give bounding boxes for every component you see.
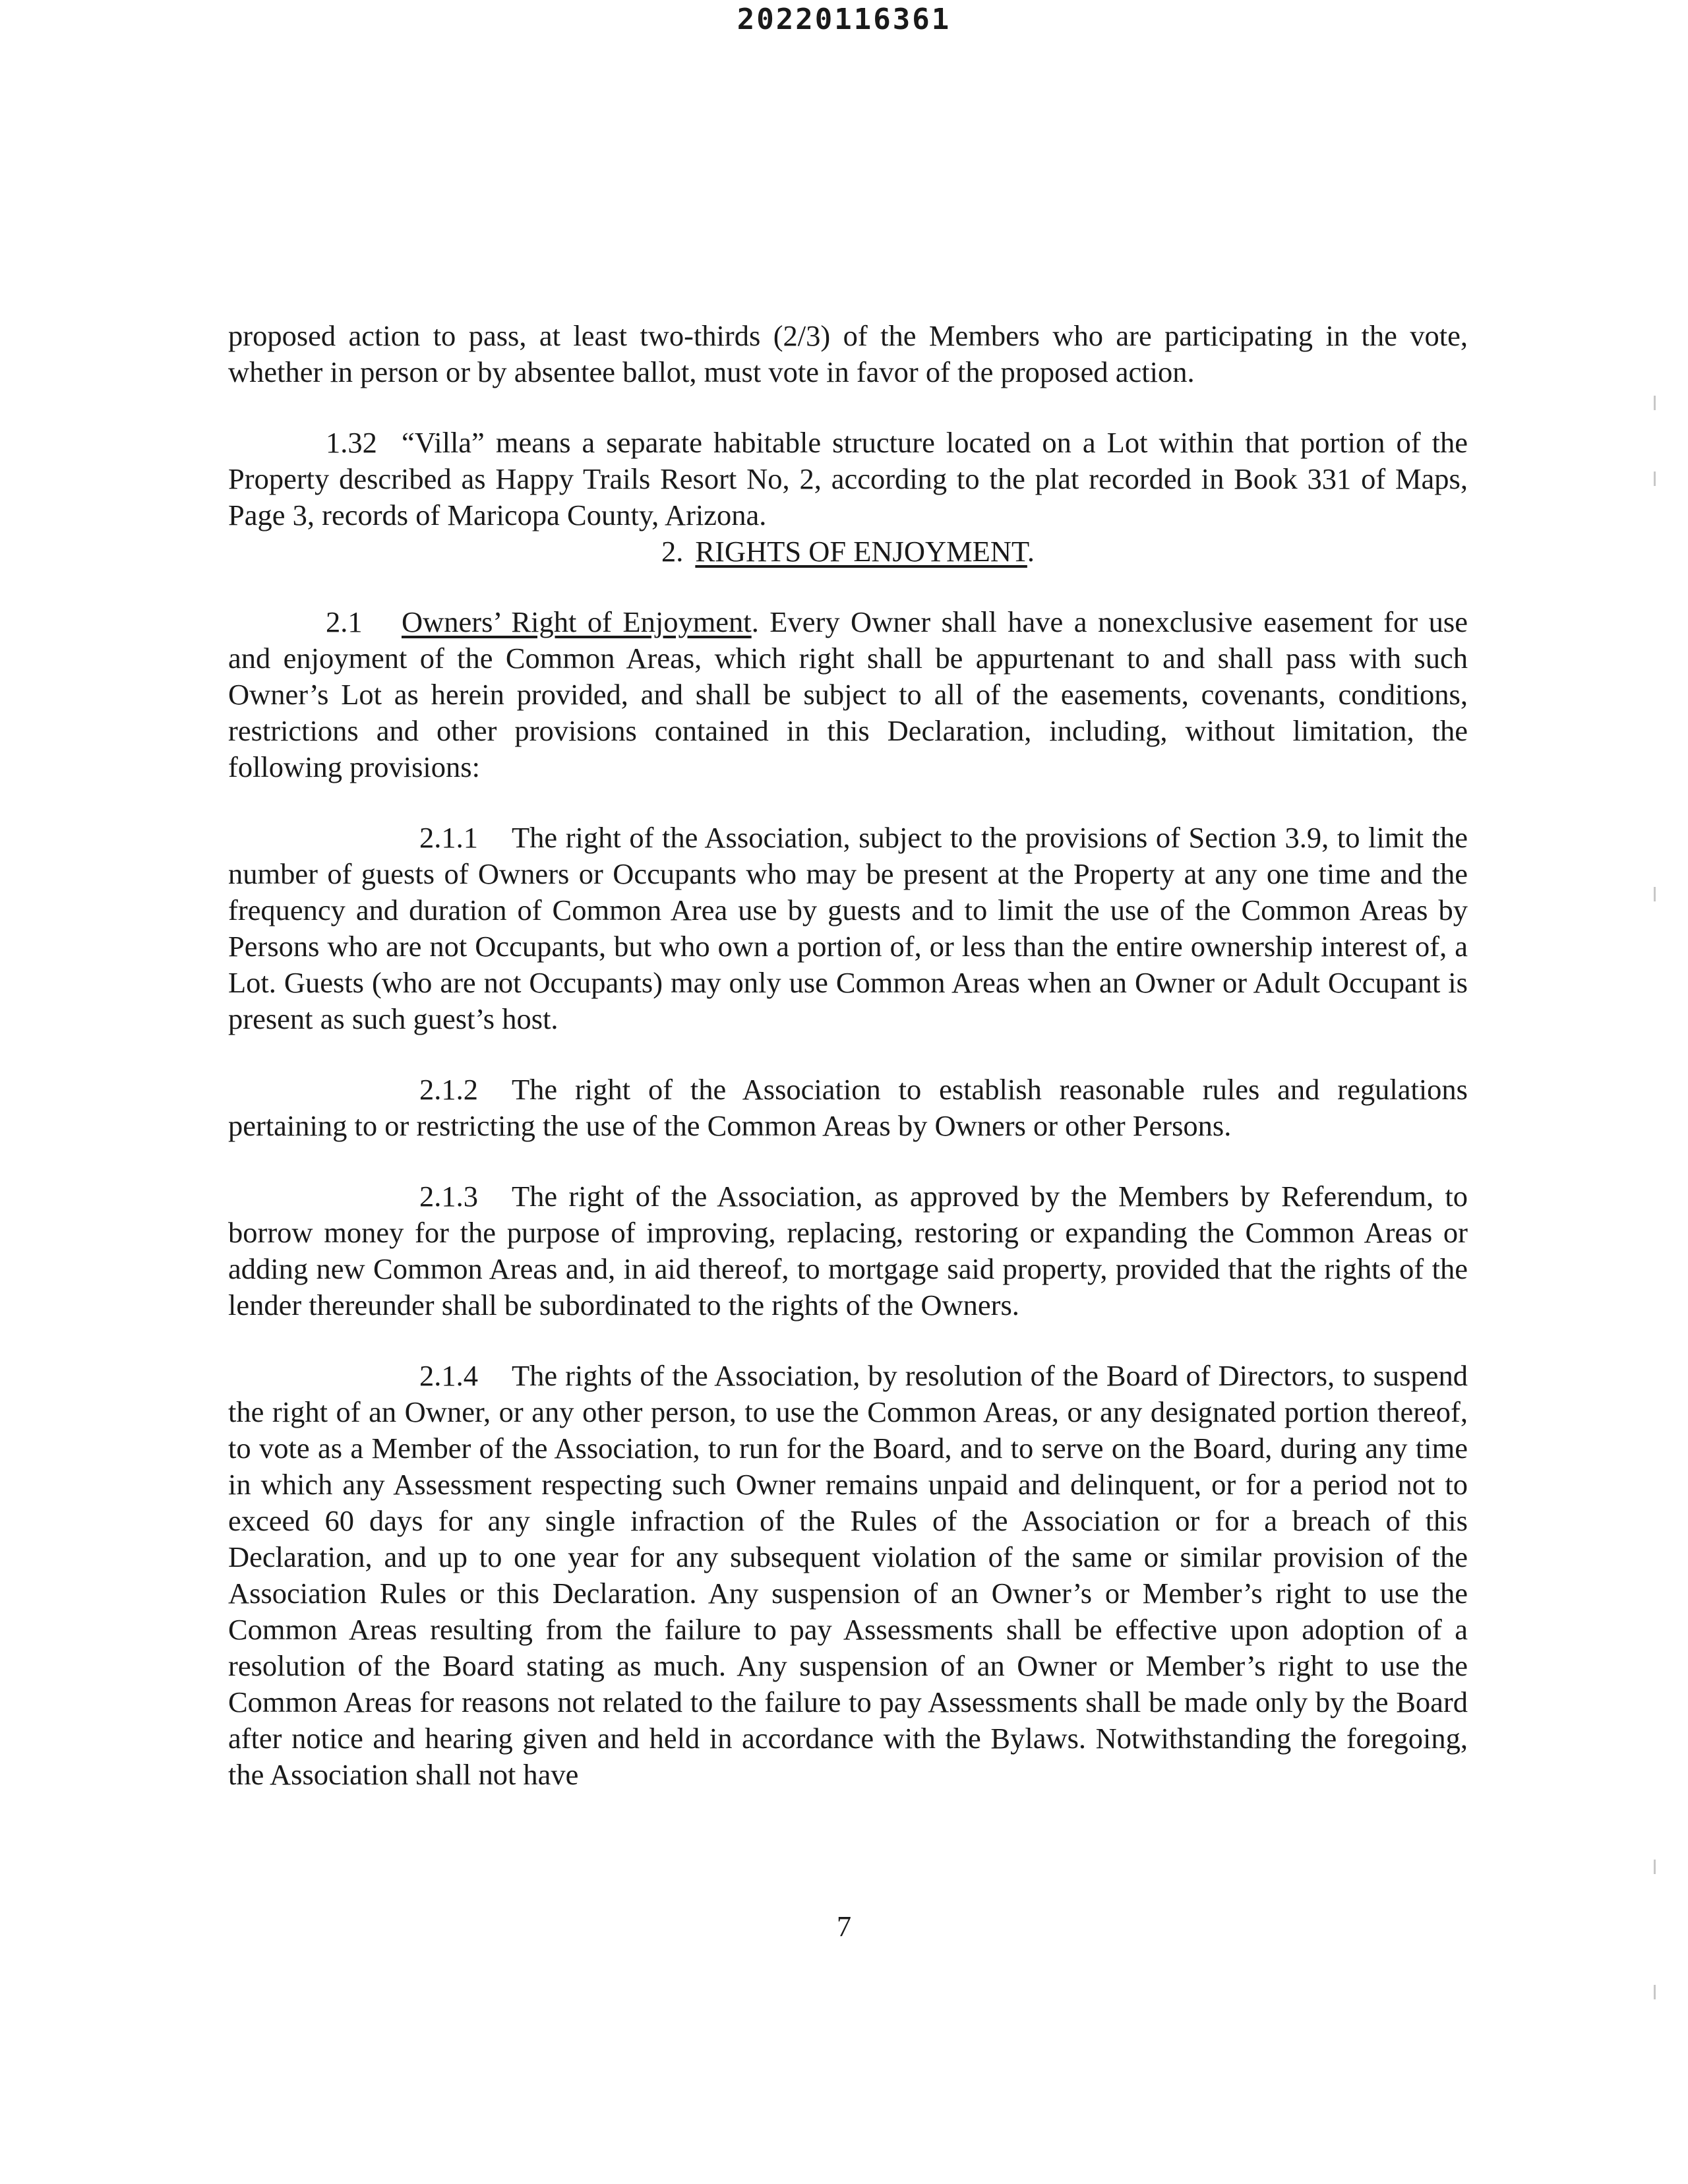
section-heading-number: 2. bbox=[661, 535, 684, 568]
subsection-number: 2.1.2 bbox=[419, 1073, 478, 1106]
definition-text: “Villa” means a separate habitable structure located on a Lot within that portion of the Property described as Happy Trails Resort No, 2, according to the plat recorded in Book 331 of Maps, Page 3, records of Maricopa County, Arizona. bbox=[228, 426, 1468, 531]
subsection-2-1-4 bbox=[228, 1358, 1468, 1793]
subsection-number: 2.1.3 bbox=[419, 1180, 478, 1213]
continuation-paragraph: proposed action to pass, at least two-thirds (2/3) of the Members who are participating in the vote, whether in person or by absentee ballot, must vote in favor of the proposed action. bbox=[228, 319, 1468, 388]
definition-1-32 bbox=[228, 425, 1468, 533]
scan-margin-mark bbox=[1654, 396, 1656, 410]
subsection-2-1-1 bbox=[228, 820, 1468, 1037]
section-number: 2.1 bbox=[326, 605, 363, 638]
scan-margin-mark bbox=[1654, 471, 1656, 486]
document-body bbox=[228, 318, 1468, 1793]
subsection-text: The right of the Association, as approved by the Members by Referendum, to borrow money for the purpose of improving, replacing, restoring or expanding the Common Areas or adding new Common Areas and, in aid thereof, to mortgage said property, provided that the rights of the lender thereunder shall be subordinated to the rights of the Owners. bbox=[228, 1180, 1468, 1321]
definition-number: 1.32 bbox=[326, 426, 377, 459]
section-text: . Every Owner shall have a nonexclusive easement for use and enjoyment of the Common Areas, which right shall be appurtenant to and shall pass with such Owner’s Lot as herein provided, and shall be subject to all of the easements, covenants, conditions, restrictions and other provisions contained in this Declaration, including, without limitation, the following provisions: bbox=[228, 605, 1468, 783]
page-number: 7 bbox=[836, 1910, 852, 1943]
recording-number: 20220116361 bbox=[737, 3, 951, 36]
scan-margin-mark bbox=[1654, 1985, 1656, 1999]
subsection-text: The right of the Association to establish reasonable rules and regulations pertaining to or restricting the use of the Common Areas by Owners or other Persons. bbox=[228, 1073, 1468, 1142]
subsection-number: 2.1.4 bbox=[419, 1359, 478, 1392]
scan-margin-mark bbox=[1654, 1860, 1656, 1874]
section-heading-punct: . bbox=[1027, 535, 1035, 568]
section-2-1 bbox=[228, 604, 1468, 785]
scan-margin-mark bbox=[1654, 887, 1656, 901]
section-title: Owners’ Right of Enjoyment bbox=[402, 605, 752, 638]
subsection-number: 2.1.1 bbox=[419, 821, 478, 854]
section-heading-title: RIGHTS OF ENJOYMENT bbox=[695, 535, 1027, 568]
subsection-text: The right of the Association, subject to the provisions of Section 3.9, to limit the number of guests of Owners or Occupants who may be present at the Property at any one time and the frequency and duration of Common Area use by guests and to limit the use of the Common Areas by Persons who are not Occupants, but who own a portion of, or less than the entire ownership interest of, a Lot. Guests (who are not Occupants) may only use Common Areas when an Owner or Adult Occupant is present as such guest’s host. bbox=[228, 821, 1468, 1035]
subsection-2-1-2 bbox=[228, 1072, 1468, 1144]
subsection-2-1-3 bbox=[228, 1178, 1468, 1323]
section-2-heading bbox=[228, 533, 1468, 570]
subsection-text: The rights of the Association, by resolution of the Board of Directors, to suspend the right of an Owner, or any other person, to use the Common Areas, or any designated portion thereof, to vote as a Member of the Association, to run for the Board, and to serve on the Board, during any time in which any Assessment respecting such Owner remains unpaid and delinquent, or for a period not to exceed 60 days for any single infraction of the Rules of the Association or for a breach of this Declaration, and up to one year for any subsequent violation of the same or similar provision of the Association Rules or this Declaration. Any suspension of an Owner’s or Member’s right to use the Common Areas resulting from the failure to pay Assessments shall be effective upon adoption of a resolution of the Board stating as much. Any suspension of an Owner or Member’s right to use the Common Areas for reasons not related to the failure to pay Assessments shall be made only by the Board after notice and hearing given and held in accordance with the Bylaws. Notwithstanding the foregoing, the Association shall not have bbox=[228, 1359, 1468, 1791]
